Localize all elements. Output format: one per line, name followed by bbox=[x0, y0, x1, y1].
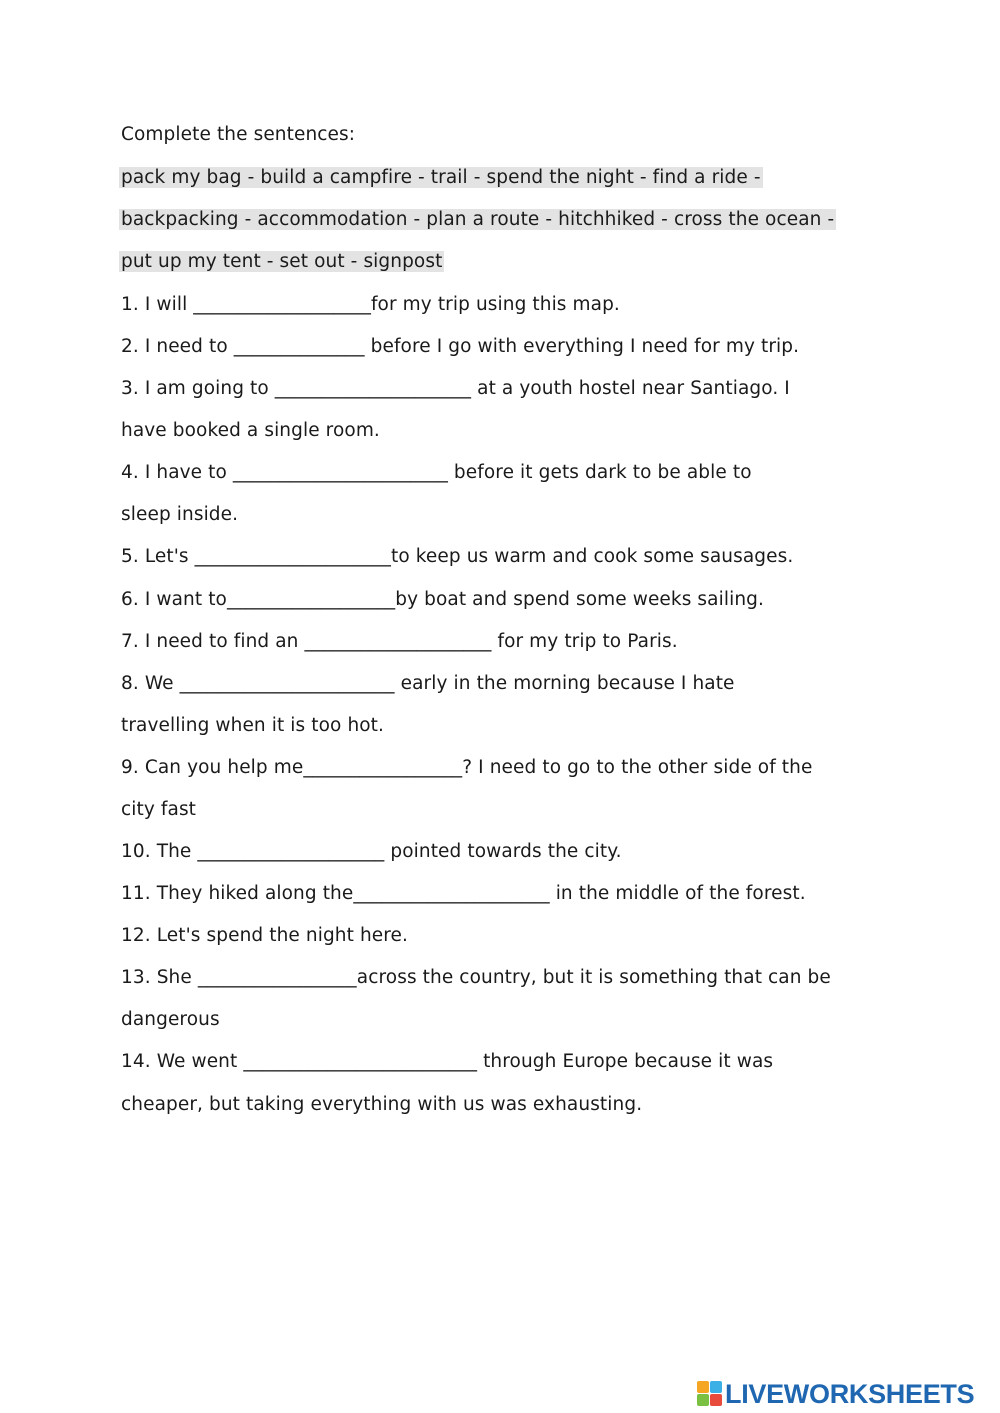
sentence-7: 7. I need to find an ____________________ for my trip to Paris. bbox=[121, 631, 678, 652]
sentence-12: 12. Let's spend the night here. bbox=[121, 925, 409, 946]
sentence-5: 5. Let's _____________________to keep us warm and cook some sausages. bbox=[121, 546, 794, 567]
sentence-8: 8. We _______________________ early in the morning because I hate bbox=[121, 673, 735, 694]
sentence-1: 1. I will ___________________for my trip using this map. bbox=[121, 294, 620, 315]
sentence-13: 13. She _________________across the country, but it is something that can be bbox=[121, 967, 831, 988]
sentence-3: 3. I am going to _____________________ at a youth hostel near Santiago. I bbox=[121, 378, 790, 399]
sentence-10: 10. The ____________________ pointed towards the city. bbox=[121, 841, 622, 862]
sentence-6: 6. I want to__________________by boat and spend some weeks sailing. bbox=[121, 589, 764, 610]
sentence-4: 4. I have to _______________________ before it gets dark to be able to bbox=[121, 462, 752, 483]
sentence-14-continued: cheaper, but taking everything with us was exhausting. bbox=[121, 1094, 643, 1115]
sentence-2: 2. I need to ______________ before I go with everything I need for my trip. bbox=[121, 336, 800, 357]
sentence-4-continued: sleep inside. bbox=[121, 504, 239, 525]
word-bank-line bbox=[121, 247, 901, 277]
sentence-9: 9. Can you help me_________________? I need to go to the other side of the bbox=[121, 757, 813, 778]
sentence-11: 11. They hiked along the_____________________ in the middle of the forest. bbox=[121, 883, 806, 904]
sentence-9-continued: city fast bbox=[121, 799, 197, 820]
liveworksheets-logo[interactable] bbox=[697, 1378, 974, 1410]
word-bank-line bbox=[121, 205, 901, 235]
liveworksheets-logo-icon bbox=[697, 1381, 723, 1407]
brand-name: LIVEWORKSHEETS bbox=[725, 1379, 975, 1409]
instruction: Complete the sentences: bbox=[121, 124, 356, 145]
word-bank-text: pack my bag - build a campfire - trail - spend the night - find a ride - bbox=[121, 167, 761, 188]
sentence-14: 14. We went _________________________ through Europe because it was bbox=[121, 1051, 774, 1072]
word-bank-text: put up my tent - set out - signpost bbox=[121, 251, 443, 272]
sentence-8-continued: travelling when it is too hot. bbox=[121, 715, 385, 736]
word-bank-text: backpacking - accommodation - plan a route - hitchhiked - cross the ocean - bbox=[121, 209, 835, 230]
word-bank-line bbox=[121, 163, 901, 193]
sentence-3-continued: have booked a single room. bbox=[121, 420, 380, 441]
sentence-13-continued: dangerous bbox=[121, 1009, 220, 1030]
